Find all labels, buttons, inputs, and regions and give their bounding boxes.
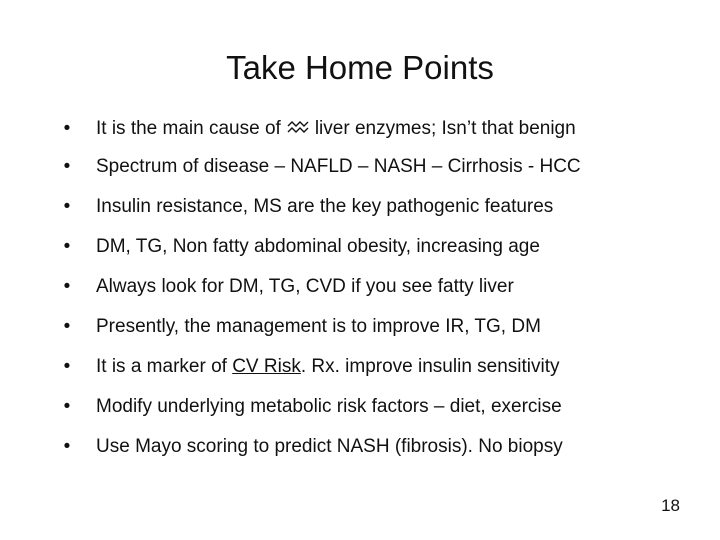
bullet-text-prefix: It is the main cause of	[96, 118, 281, 139]
bullet-item	[60, 314, 660, 340]
bullet-item	[60, 354, 660, 380]
bullet-text: Presently, the management is to improve IR, TG, DM	[96, 316, 541, 337]
bullet-marker: •	[63, 196, 71, 217]
bullet-marker: •	[63, 396, 71, 417]
bullet-text: DM, TG, Non fatty abdominal obesity, increasing age	[96, 236, 540, 257]
bullet-text-prefix: It is a marker of	[96, 356, 227, 377]
bullet-marker: •	[63, 156, 71, 177]
bullet-marker: •	[63, 436, 71, 457]
bullet-item	[60, 394, 660, 420]
bullet-item	[60, 116, 616, 142]
bullet-text: Insulin resistance, MS are the key pathogenic features	[96, 196, 554, 217]
bullet-item	[60, 154, 660, 180]
bullet-list	[60, 116, 660, 474]
bullet-item	[60, 234, 660, 260]
slide-title: Take Home Points	[226, 49, 494, 86]
bullet-text: Always look for DM, TG, CVD if you see fatty liver	[96, 276, 514, 297]
bullet-item	[60, 274, 660, 300]
bullet-marker: •	[63, 276, 71, 297]
bullet-item	[60, 434, 660, 460]
aquarius-wave-icon	[287, 118, 309, 136]
bullet-text-suffix: . Rx. improve insulin sensitivity	[300, 356, 560, 377]
bullet-marker: •	[63, 316, 71, 337]
bullet-marker: •	[63, 118, 71, 139]
bullet-marker: •	[63, 236, 71, 257]
cv-risk-underlined-text: CV Risk	[232, 356, 301, 377]
bullet-marker: •	[63, 356, 71, 377]
page-number: 18	[661, 496, 680, 515]
bullet-item	[60, 194, 660, 220]
bullet-text: Spectrum of disease – NAFLD – NASH – Cirrhosis - HCC	[96, 156, 581, 177]
bullet-text: Use Mayo scoring to predict NASH (fibrosis). No biopsy	[96, 436, 563, 457]
bullet-text-suffix: liver enzymes; Isn’t that benign	[314, 118, 576, 139]
bullet-text: Modify underlying metabolic risk factors – diet, exercise	[96, 396, 562, 417]
